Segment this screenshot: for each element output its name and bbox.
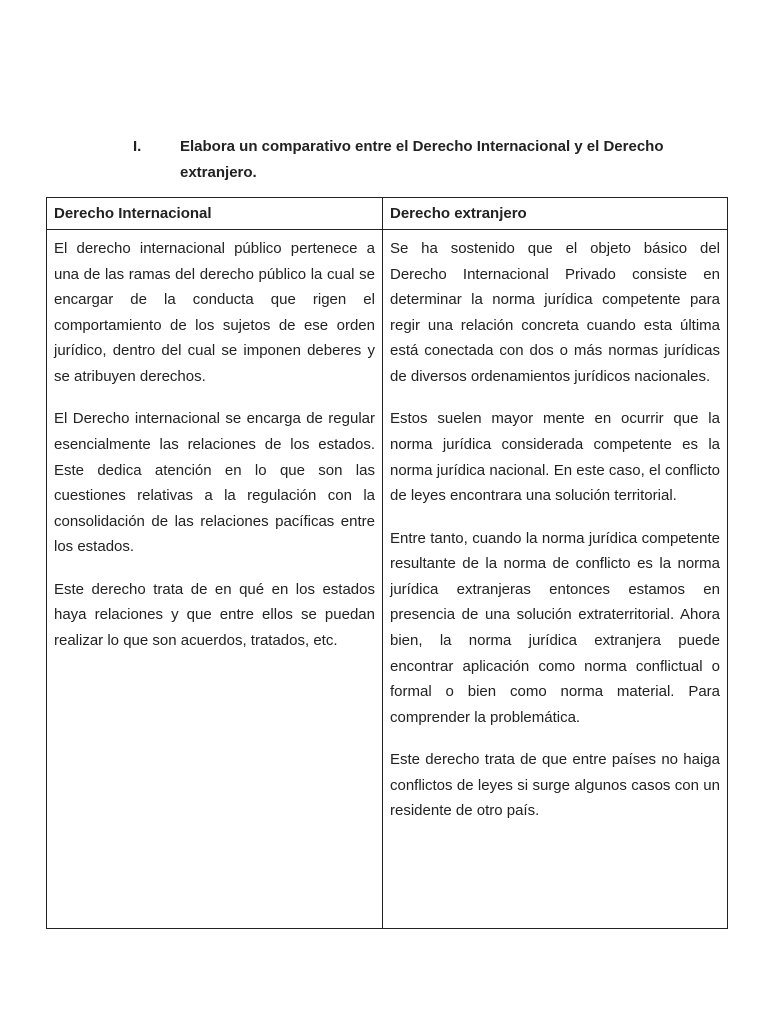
comparison-table bbox=[46, 197, 728, 929]
cell-derecho-extranjero bbox=[383, 230, 728, 929]
table-header-row bbox=[47, 198, 728, 230]
paragraph: Estos suelen mayor mente en ocurrir que la norma jurídica considerada competente es la norma jurídica nacional. En este caso, el conflicto de leyes encontrara una solución territorial. bbox=[390, 410, 720, 505]
cell-derecho-internacional bbox=[47, 230, 383, 929]
section-heading bbox=[133, 134, 693, 186]
header-derecho-extranjero: Derecho extranjero bbox=[383, 198, 728, 230]
paragraph: Este derecho trata de que entre países no haiga conflictos de leyes si surge algunos casos con un residente de otro país. bbox=[390, 751, 720, 820]
table-row bbox=[47, 230, 728, 929]
paragraph: Este derecho trata de en qué en los estados haya relaciones y que entre ellos se puedan realizar lo que son acuerdos, tratados, etc. bbox=[54, 580, 375, 649]
header-derecho-internacional: Derecho Internacional bbox=[47, 198, 383, 230]
section-number: I. bbox=[133, 138, 142, 155]
paragraph: Se ha sostenido que el objeto básico del Derecho Internacional Privado consiste en determinar la norma jurídica competente para regir una relación concreta cuando esta última está conectada con dos o más normas jurídicas de diversos ordenamientos jurídicos nacionales. bbox=[390, 240, 720, 385]
section-title: Elabora un comparativo entre el Derecho Internacional y el Derecho extranjero. bbox=[180, 138, 664, 181]
paragraph: El Derecho internacional se encarga de regular esencialmente las relaciones de los estados. Este dedica atención en lo que son las cuestiones relativas a la regulación con la consolidación de las relaciones pacíficas entre los estados. bbox=[54, 410, 375, 556]
paragraph: El derecho internacional público pertenece a una de las ramas del derecho público la cual se encargar de la conducta que rigen el comportamiento de los sujetos de ese orden jurídico, dentro del cual se imponen deberes y se atribuyen derechos. bbox=[54, 240, 375, 385]
paragraph: Entre tanto, cuando la norma jurídica competente resultante de la norma de conflicto es la norma jurídica extranjeras entonces estamos en presencia de una solución extraterritorial. Ahora bien, la norma jurídica extranjera puede encontrar aplicación como norma conflictual o formal o bien como norma material. Para comprender la problemática. bbox=[390, 529, 720, 726]
